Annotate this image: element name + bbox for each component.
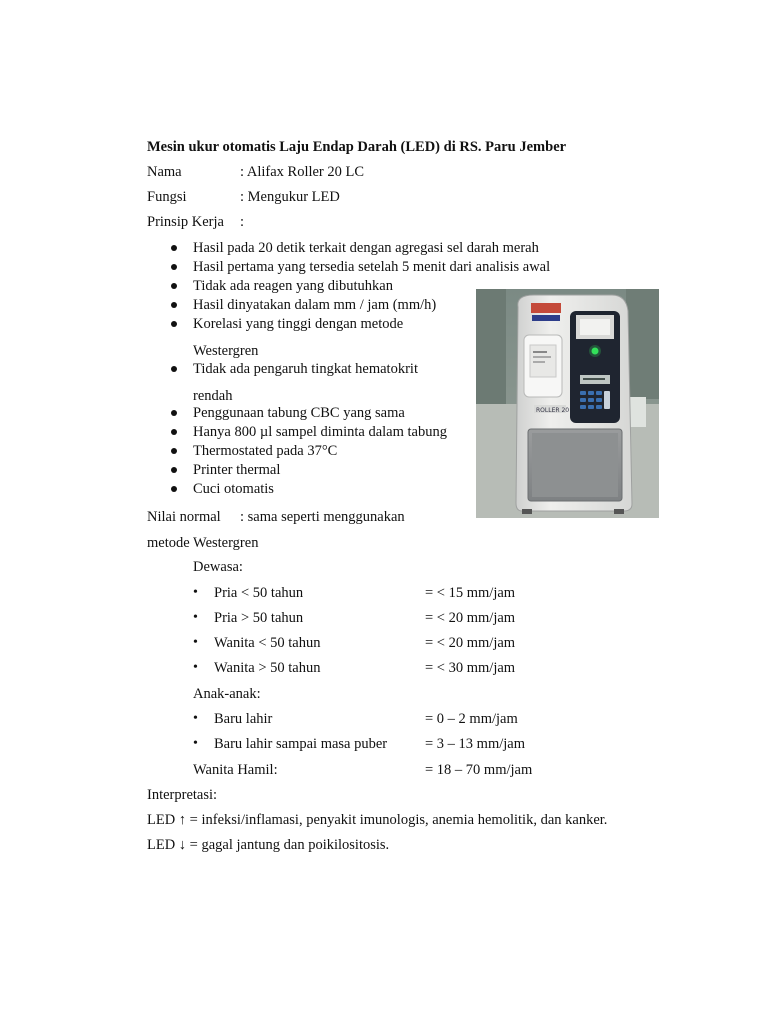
list-item: Hasil dinyatakan dalam mm / jam (mm/h) — [193, 297, 437, 313]
bullet-glyph: • — [193, 660, 198, 675]
list-item: Penggunaan tabung CBC yang sama — [193, 405, 405, 421]
bullet-dot — [171, 467, 177, 473]
bullet-dot — [171, 448, 177, 454]
hamil-label: Wanita Hamil: — [193, 762, 278, 778]
bullet-glyph: • — [193, 585, 198, 600]
bullet-dot — [171, 429, 177, 435]
anak-row-label: Baru lahir sampai masa puber — [214, 736, 388, 752]
bullet-dot — [171, 366, 177, 372]
list-item: Korelasi yang tinggi dengan metode — [193, 316, 404, 332]
nilai-value: : sama seperti menggunakan — [240, 509, 405, 525]
nilai-continuation: metode Westergren — [147, 535, 259, 551]
nilai-label: Nilai normal — [147, 509, 221, 525]
list-item-continuation: rendah — [193, 388, 233, 404]
hamil-value: = 18 – 70 mm/jam — [425, 762, 533, 778]
anak-row-value: = 3 – 13 mm/jam — [425, 736, 526, 752]
list-item: Thermostated pada 37°C — [193, 443, 338, 459]
dewasa-heading: Dewasa: — [193, 559, 243, 575]
dewasa-row-label: Pria > 50 tahun — [214, 610, 304, 626]
led-up-line: LED ↑ = infeksi/inflamasi, penyakit imunologis, anemia hemolitik, dan kanker. — [147, 812, 608, 828]
bullet-glyph: • — [193, 711, 198, 726]
bullet-glyph: • — [193, 635, 198, 650]
dewasa-row-label: Pria < 50 tahun — [214, 585, 304, 601]
bullet-dot — [171, 410, 177, 416]
fungsi-value: : Mengukur LED — [240, 189, 340, 205]
device-label: ROLLER 20 — [536, 407, 570, 414]
anak-heading: Anak-anak: — [193, 686, 261, 702]
nama-value: : Alifax Roller 20 LC — [240, 164, 365, 180]
list-item: Tidak ada reagen yang dibutuhkan — [193, 278, 393, 294]
list-item: Tidak ada pengaruh tingkat hematokrit — [193, 361, 418, 377]
bullet-dot — [171, 486, 177, 492]
dewasa-row-label: Wanita > 50 tahun — [214, 660, 321, 676]
dewasa-row-label: Wanita < 50 tahun — [214, 635, 321, 651]
dewasa-row-value: = < 15 mm/jam — [425, 585, 516, 601]
bullet-dot — [171, 245, 177, 251]
alifax-roller-photo — [476, 289, 659, 518]
bullet-glyph: • — [193, 610, 198, 625]
anak-row-label: Baru lahir — [214, 711, 273, 727]
anak-row-value: = 0 – 2 mm/jam — [425, 711, 518, 727]
bullet-glyph: • — [193, 736, 198, 751]
document-title: Mesin ukur otomatis Laju Endap Darah (LED) di RS. Paru Jember — [147, 139, 567, 155]
prinsip-colon: : — [240, 214, 245, 230]
led-down-line: LED ↓ = gagal jantung dan poikilositosis. — [147, 837, 390, 853]
bullet-dot — [171, 302, 177, 308]
alifax-roller-illustration — [476, 289, 659, 518]
interpretasi-heading: Interpretasi: — [147, 787, 218, 803]
list-item-continuation: Westergren — [193, 343, 259, 359]
dewasa-row-value: = < 20 mm/jam — [425, 610, 516, 626]
list-item: Hanya 800 µl sampel diminta dalam tabung — [193, 424, 447, 440]
list-item: Cuci otomatis — [193, 481, 274, 497]
bullet-dot — [171, 264, 177, 270]
dewasa-row-value: = < 20 mm/jam — [425, 635, 516, 651]
list-item: Printer thermal — [193, 462, 281, 478]
bullet-dot — [171, 283, 177, 289]
list-item: Hasil pada 20 detik terkait dengan agregasi sel darah merah — [193, 240, 539, 256]
prinsip-label: Prinsip Kerja — [147, 214, 224, 230]
list-item: Hasil pertama yang tersedia setelah 5 menit dari analisis awal — [193, 259, 551, 275]
nama-label: Nama — [147, 164, 182, 180]
fungsi-label: Fungsi — [147, 189, 187, 205]
dewasa-row-value: = < 30 mm/jam — [425, 660, 516, 676]
bullet-dot — [171, 321, 177, 327]
